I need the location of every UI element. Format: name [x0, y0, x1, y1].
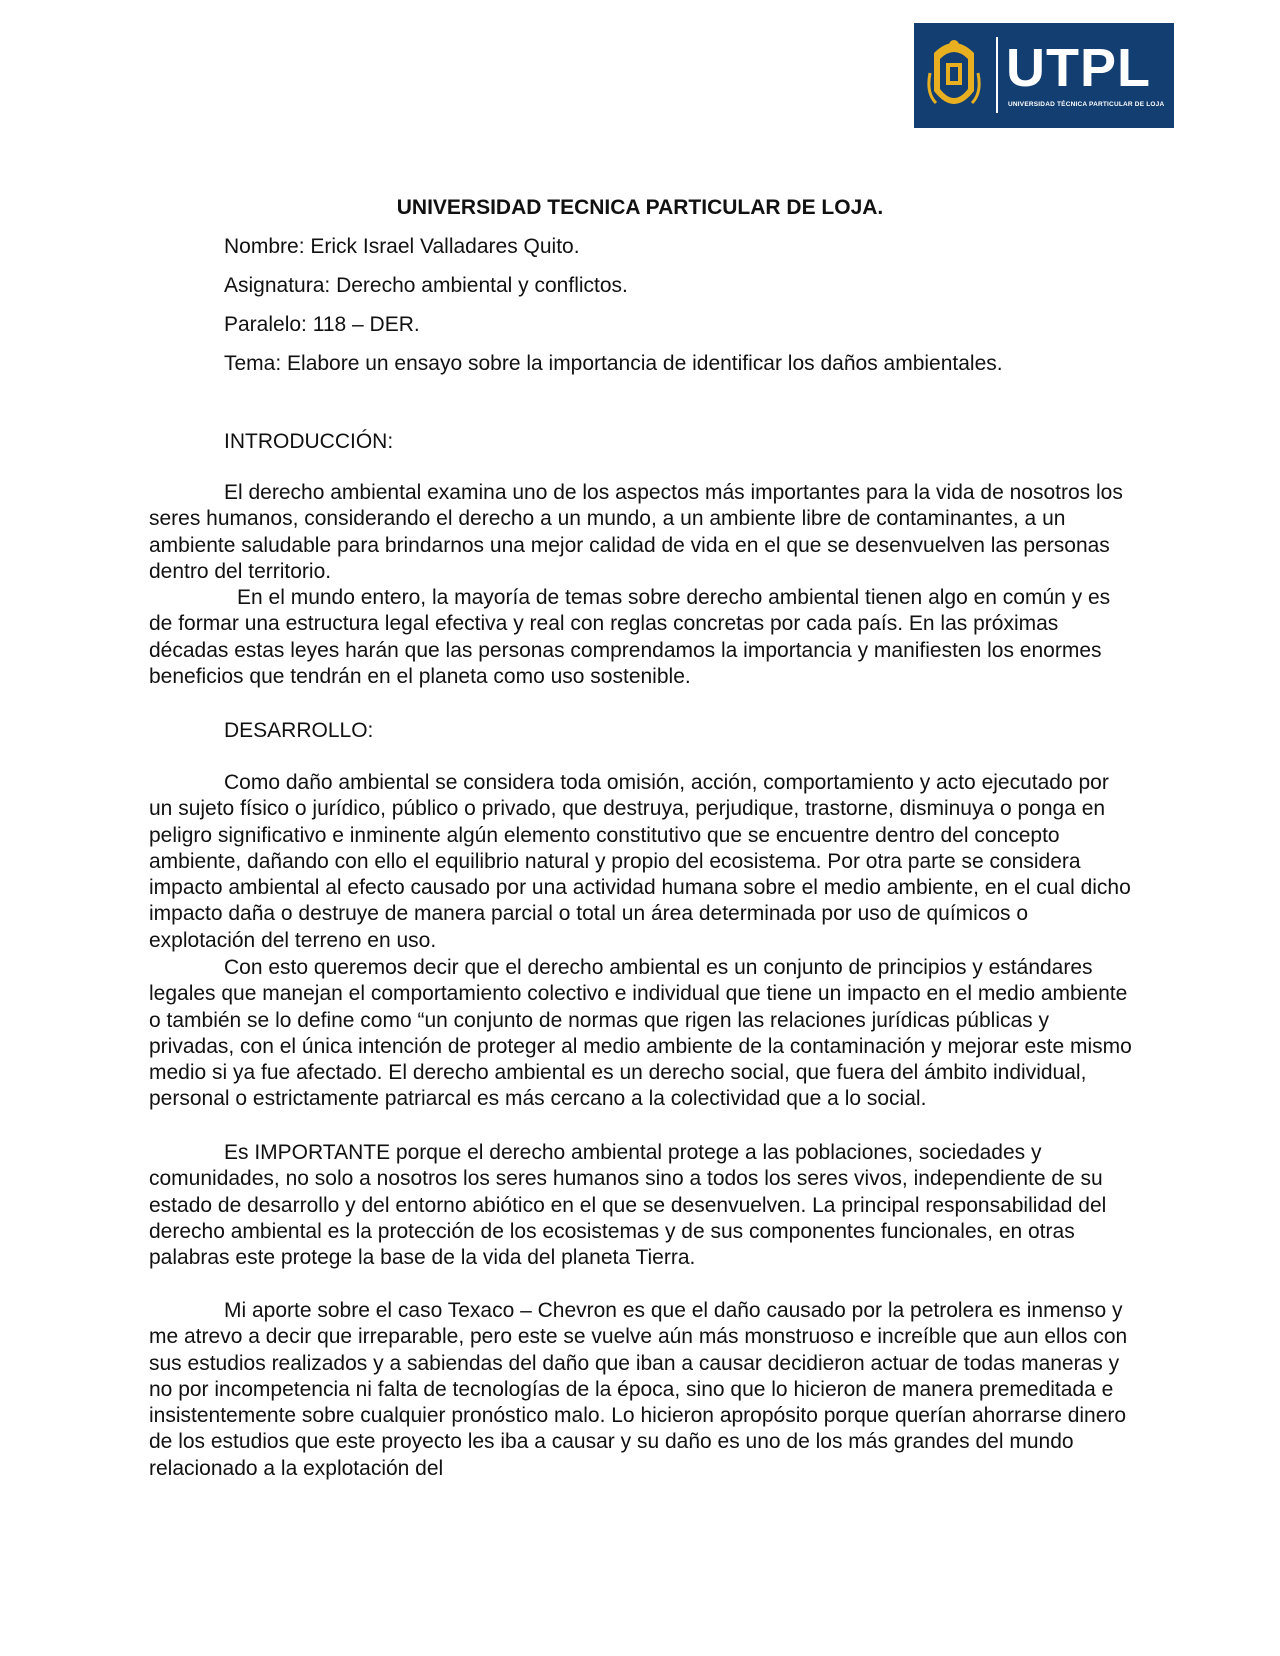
development-paragraph-2: Con esto queremos decir que el derecho ambiental es un conjunto de principios y estándares legales que manejan el comportamiento colectivo e individual que tiene un impacto en el medio ambiente o también se lo define como “un conjunto de normas que rigen las relaciones jurídicas públicas y privadas, con el única intención de proteger al medio ambiente de la contaminación y mejorar este mismo medio si ya fue afectado. El derecho ambiental es un derecho social, que fuera del ámbito individual, personal o estrictamente patriarcal es más cercano a la colectividad que a lo social.: [149, 956, 1132, 1111]
student-name: Nombre: Erick Israel Valladares Quito.: [224, 235, 580, 258]
course-section: Paralelo: 118 – DER.: [224, 313, 420, 336]
university-crest-icon: [926, 33, 982, 119]
development-paragraph-1: Como daño ambiental se considera toda omisión, acción, comportamiento y acto ejecutado por un sujeto físico o jurídico, público o privado, que destruya, perjudique, trastorne, disminuya o ponga en peligro significativo e inminente algún elemento constitutivo que se encuentre dentro del concepto ambiente, dañando con ello el equilibrio natural y propio del ecosistema. Por otra parte se considera impacto ambiental al efecto causado por una actividad humana sobre el medio ambiente, en el cual dicho impacto daña o destruye de manera parcial o total un área determinada por uso de químicos o explotación del terreno en uso.: [149, 771, 1131, 952]
intro-paragraph-2: En el mundo entero, la mayoría de temas sobre derecho ambiental tienen algo en común y es de formar una estructura legal efectiva y real con reglas concretas por cada país. En las próximas décadas estas leyes harán que las personas comprendamos la importancia y manifiesten los enormes beneficios que tendrán en el planeta como uso sostenible.: [149, 586, 1111, 688]
document-title: UNIVERSIDAD TECNICA PARTICULAR DE LOJA.: [396, 196, 884, 219]
logo-subtitle: UNIVERSIDAD TÉCNICA PARTICULAR DE LOJA: [1008, 101, 1165, 108]
intro-heading: INTRODUCCIÓN:: [224, 430, 394, 453]
development-paragraph-4: Mi aporte sobre el caso Texaco – Chevron es que el daño causado por la petrolera es inmenso y me atrevo a decir que irreparable, pero este se vuelve aún más monstruoso e increíble que aun ellos con sus estudios realizados y a sabiendas del daño que iban a causar decidieron actuar de todas maneras y no por incompetencia ni falta de tecnologías de la época, sino que lo hicieron de manera premeditada e insistentemente sobre cualquier pronóstico malo. Lo hicieron apropósito porque querían ahorrarse dinero de los estudios que este proyecto les iba a causar y su daño es uno de los más grandes del mundo relacionado a la explotación del: [149, 1299, 1128, 1480]
course-subject: Asignatura: Derecho ambiental y conflictos.: [224, 274, 628, 297]
development-paragraph-3: Es IMPORTANTE porque el derecho ambiental protege a las poblaciones, sociedades y comunidades, no solo a nosotros los seres humanos sino a todos los seres vivos, independiente de su estado de desarrollo y del entorno abiótico en el que se desenvuelven. La principal responsabilidad del derecho ambiental es la protección de los ecosistemas y de sus componentes funcionales, en otras palabras este protege la base de la vida del planeta Tierra.: [149, 1141, 1107, 1270]
essay-topic: Tema: Elabore un ensayo sobre la importancia de identificar los daños ambientales.: [224, 352, 1003, 375]
intro-paragraph-1: El derecho ambiental examina uno de los aspectos más importantes para la vida de nosotros los seres humanos, considerando el derecho a un mundo, a un ambiente libre de contaminantes, a un ambiente saludable para brindarnos una mejor calidad de vida en el que se desenvuelven las personas dentro del territorio.: [149, 481, 1123, 583]
development-heading: DESARROLLO:: [224, 719, 374, 742]
utpl-logo: [914, 23, 1174, 128]
logo-wordmark: UTPL: [1006, 38, 1151, 98]
logo-divider: [996, 37, 998, 113]
